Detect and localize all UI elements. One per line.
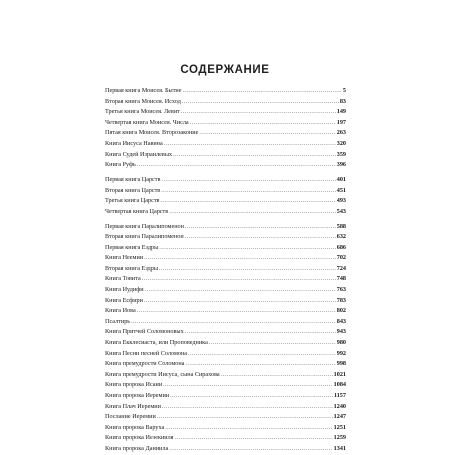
toc-entry-page-number: 1084 bbox=[333, 381, 346, 389]
toc-leader-dots bbox=[162, 402, 333, 413]
toc-entry bbox=[105, 253, 346, 264]
toc-entry bbox=[105, 175, 346, 186]
toc-entry-label: Книга Есфири bbox=[105, 296, 143, 304]
toc-entry-page-number: 1251 bbox=[333, 423, 346, 431]
toc-entry bbox=[105, 160, 346, 171]
toc-entry bbox=[105, 150, 346, 161]
toc-leader-dots bbox=[221, 370, 333, 381]
toc-leader-dots bbox=[169, 207, 336, 218]
toc-leader-dots bbox=[209, 338, 336, 349]
toc-entry-label: Книга Иудифи bbox=[105, 286, 144, 294]
toc-leader-dots bbox=[182, 97, 339, 108]
toc-entry-label: Вторая книга Паралипоменон bbox=[105, 233, 184, 241]
toc-entry bbox=[105, 139, 346, 150]
toc-leader-dots bbox=[144, 253, 336, 264]
toc-entry-page-number: 263 bbox=[336, 129, 346, 137]
toc-entry bbox=[105, 444, 346, 455]
toc-entry-page-number: 493 bbox=[336, 197, 346, 205]
toc-leader-dots bbox=[142, 274, 336, 285]
toc-entry-label: Пятая книга Моисея. Второзаконие bbox=[105, 129, 199, 137]
toc-entry-page-number: 998 bbox=[336, 360, 346, 368]
toc-entry-label: Псалтирь bbox=[105, 317, 131, 325]
toc-leader-dots bbox=[131, 317, 336, 328]
toc-entry-page-number: 1247 bbox=[333, 413, 346, 421]
toc-entry bbox=[105, 97, 346, 108]
toc-leader-dots bbox=[185, 359, 335, 370]
toc-entry bbox=[105, 433, 346, 444]
toc-entry-page-number: 149 bbox=[336, 108, 346, 116]
toc-entry-label: Третья книга Моисея. Левит bbox=[105, 108, 180, 116]
toc-entry bbox=[105, 349, 346, 360]
toc-entry bbox=[105, 306, 346, 317]
toc-entry bbox=[105, 412, 346, 423]
toc-entry bbox=[105, 274, 346, 285]
toc-entry-label: Вторая книга Ездры bbox=[105, 264, 159, 272]
toc-leader-dots bbox=[181, 107, 336, 118]
toc-entry-page-number: 686 bbox=[336, 243, 346, 251]
toc-entry bbox=[105, 423, 346, 434]
toc-leader-dots bbox=[163, 380, 332, 391]
toc-entry bbox=[105, 380, 346, 391]
toc-leader-dots bbox=[144, 296, 336, 307]
toc-entry-page-number: 702 bbox=[336, 254, 346, 262]
toc-entry-label: Книга премудрости Соломона bbox=[105, 360, 185, 368]
toc-entry-page-number: 992 bbox=[336, 349, 346, 357]
toc-entry-label: Книга пророка Иеремии bbox=[105, 392, 170, 399]
toc-leader-dots bbox=[169, 444, 332, 455]
toc-entry-page-number: 632 bbox=[336, 233, 346, 241]
toc-entry-page-number: 197 bbox=[336, 118, 346, 126]
toc-entry-page-number: 802 bbox=[336, 307, 346, 315]
toc-entry bbox=[105, 359, 346, 370]
toc-entry bbox=[105, 196, 346, 207]
page-title: СОДЕРЖАНИЕ bbox=[180, 64, 270, 76]
toc-entry-page-number: 451 bbox=[336, 186, 346, 194]
toc-entry bbox=[105, 402, 346, 413]
toc-entry-label: Книга пророка Иезекииля bbox=[105, 434, 174, 442]
toc-leader-dots bbox=[159, 243, 335, 254]
toc-entry-label: Четвертая книга Моисея. Числа bbox=[105, 118, 189, 126]
toc-entry-label: Книга Екклесиаста, или Проповедника bbox=[105, 339, 208, 347]
toc-leader-dots bbox=[159, 264, 336, 275]
toc-entry-label: Книга Притчей Соломоновых bbox=[105, 328, 184, 336]
toc-leader-dots bbox=[145, 285, 336, 296]
toc-entry bbox=[105, 86, 346, 97]
toc-entry-page-number: 1021 bbox=[333, 370, 346, 378]
toc-entry-page-number: 763 bbox=[336, 286, 346, 294]
toc-entry bbox=[105, 327, 346, 338]
toc-entry-page-number: 83 bbox=[339, 97, 346, 105]
toc-leader-dots bbox=[170, 391, 333, 402]
toc-entry-page-number: 724 bbox=[336, 264, 346, 272]
toc-entry-page-number: 396 bbox=[336, 161, 346, 169]
toc-entry bbox=[105, 296, 346, 307]
table-of-contents bbox=[105, 86, 346, 455]
toc-leader-dots bbox=[182, 86, 341, 97]
toc-entry bbox=[105, 391, 346, 402]
toc-leader-dots bbox=[137, 306, 336, 317]
toc-entry-label: Вторая книга Царств bbox=[105, 186, 161, 194]
toc-leader-dots bbox=[173, 150, 336, 161]
toc-leader-dots bbox=[185, 327, 336, 338]
toc-leader-dots bbox=[165, 423, 332, 434]
toc-entry bbox=[105, 118, 346, 129]
toc-entry bbox=[105, 207, 346, 218]
toc-entry-label: Книга Плач Иеремии bbox=[105, 402, 161, 410]
toc-entry-label: Книга Неемии bbox=[105, 254, 144, 262]
toc-entry bbox=[105, 338, 346, 349]
toc-entry bbox=[105, 285, 346, 296]
toc-entry-page-number: 5 bbox=[342, 87, 346, 94]
toc-entry-label: Книга пророка Варуха bbox=[105, 423, 165, 431]
toc-entry bbox=[105, 107, 346, 118]
toc-entry-label: Третья книга Царств bbox=[105, 197, 160, 205]
toc-entry-label: Первая книга Паралипоменон bbox=[105, 222, 184, 230]
toc-entry-page-number: 943 bbox=[336, 328, 346, 336]
toc-entry-page-number: 543 bbox=[336, 207, 346, 215]
toc-leader-dots bbox=[164, 139, 336, 150]
toc-leader-dots bbox=[188, 349, 336, 360]
toc-entry bbox=[105, 232, 346, 243]
toc-entry-label: Книга Руфь bbox=[105, 161, 136, 169]
toc-entry-label: Книга пророка Исаии bbox=[105, 381, 163, 389]
toc-entry-page-number: 783 bbox=[336, 296, 346, 304]
toc-entry-page-number: 320 bbox=[336, 139, 346, 147]
toc-leader-dots bbox=[175, 433, 333, 444]
toc-entry-page-number: 1259 bbox=[333, 434, 346, 442]
toc-entry-label: Вторая книга Моисея. Исход bbox=[105, 97, 181, 105]
toc-entry-label: Книга Песни песней Соломона bbox=[105, 349, 188, 357]
toc-entry-page-number: 359 bbox=[336, 150, 346, 158]
toc-entry-page-number: 401 bbox=[336, 175, 346, 183]
toc-leader-dots bbox=[157, 412, 333, 423]
toc-entry-label: Книга Судей Израилевых bbox=[105, 150, 173, 158]
toc-entry-label: Книга Товита bbox=[105, 275, 141, 283]
toc-entry-page-number: 748 bbox=[336, 275, 346, 283]
toc-entry bbox=[105, 264, 346, 275]
toc-leader-dots bbox=[161, 186, 336, 197]
toc-leader-dots bbox=[161, 175, 335, 186]
toc-entry-label: Первая книга Ездры bbox=[105, 243, 159, 251]
toc-entry bbox=[105, 128, 346, 139]
toc-entry-page-number: 588 bbox=[336, 222, 346, 230]
toc-leader-dots bbox=[160, 196, 335, 207]
toc-entry bbox=[105, 186, 346, 197]
toc-entry-page-number: 843 bbox=[336, 317, 346, 325]
toc-leader-dots bbox=[199, 128, 335, 139]
toc-leader-dots bbox=[185, 222, 336, 233]
toc-entry bbox=[105, 370, 346, 381]
toc-entry-label: Книга Иова bbox=[105, 307, 136, 315]
toc-entry bbox=[105, 243, 346, 254]
toc-leader-dots bbox=[185, 232, 336, 243]
toc-entry-label: Четвертая книга Царств bbox=[105, 207, 169, 215]
toc-entry-label: Послание Иеремии bbox=[105, 413, 156, 421]
toc-entry-label: Книга премудрости Иисуса, сына Сирахова bbox=[105, 370, 220, 378]
toc-entry-label: Первая книга Моисея. Бытие bbox=[105, 87, 182, 94]
toc-leader-dots bbox=[190, 118, 336, 129]
toc-entry-page-number: 1240 bbox=[333, 402, 346, 410]
toc-leader-dots bbox=[137, 160, 336, 171]
toc-entry-page-number: 1341 bbox=[333, 444, 346, 452]
toc-entry-page-number: 1157 bbox=[333, 392, 346, 399]
toc-entry-label: Книга пророка Даниила bbox=[105, 444, 169, 452]
toc-entry-label: Первая книга Царств bbox=[105, 175, 161, 183]
toc-entry bbox=[105, 222, 346, 233]
toc-entry-label: Книга Иисуса Навина bbox=[105, 139, 163, 147]
toc-entry bbox=[105, 317, 346, 328]
toc-entry-page-number: 980 bbox=[336, 339, 346, 347]
